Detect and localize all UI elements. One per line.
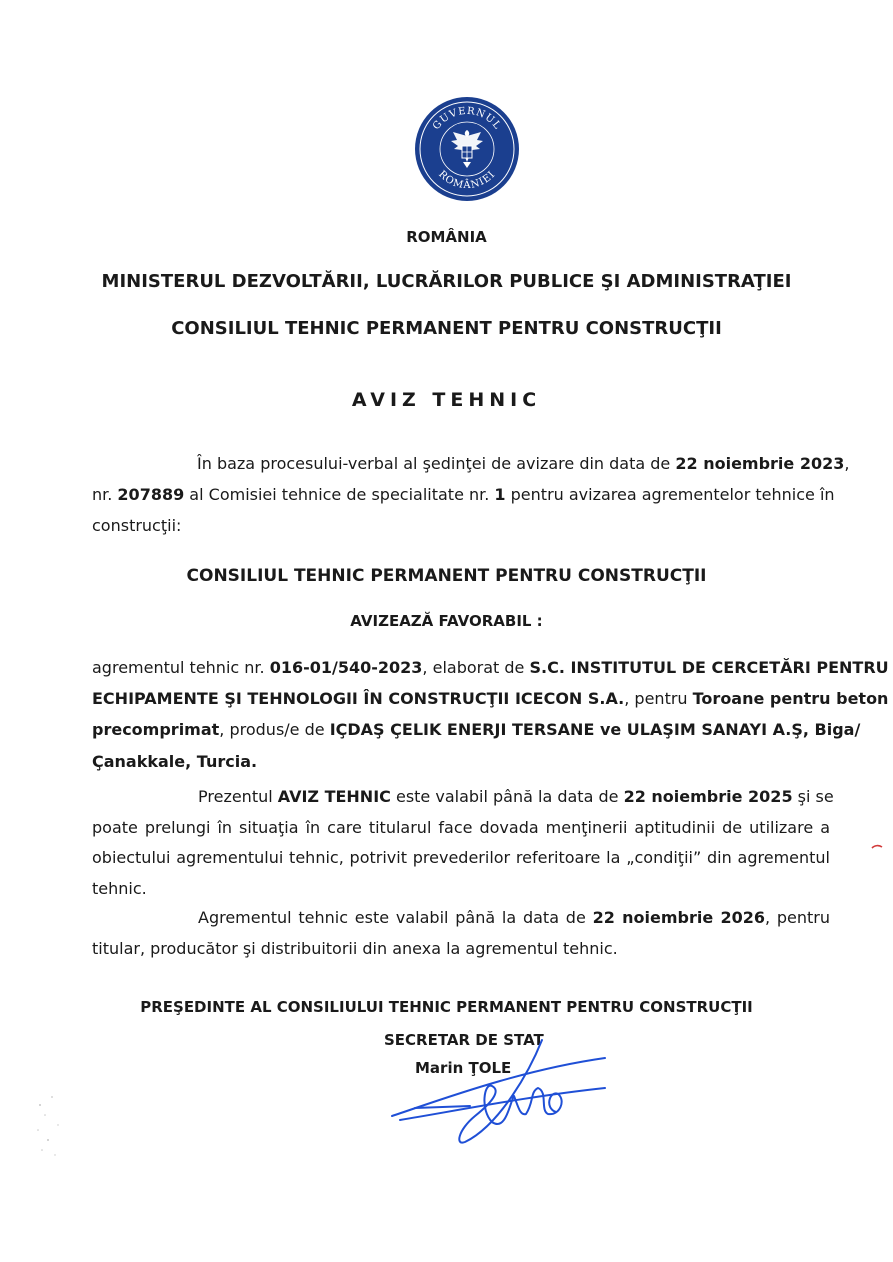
red-ink-mark [870,843,884,851]
intro-line-3: construcţii: [92,516,182,535]
body-p2-line-4: tehnic. [92,879,147,898]
body-p1-line-2: ECHIPAMENTE ŞI TEHNOLOGII ÎN CONSTRUCŢII ICECON S.A., pentru Toroane pentru beton [92,689,889,708]
ministry-heading: MINISTERUL DEZVOLTĂRII, LUCRĂRILOR PUBLICE ŞI ADMINISTRAŢIEI [101,271,792,292]
body-p1-line-3: precomprimat, produs/e de IÇDAŞ ÇELIK ENERJI TERSANE ve ULAŞIM SANAYI A.Ş, Biga/ [92,720,861,739]
body-p3-line-2: titular, producător şi distribuitorii din anexa la agrementul tehnic. [92,939,618,958]
minutes-number: 207889 [117,485,185,504]
meeting-date: 22 noiembrie 2023 [675,454,845,473]
commission-number: 1 [494,485,506,504]
government-seal [414,96,520,202]
body-p2-line-2: poate prelungi în situaţia în care titularul face dovada menţinerii aptitudinii de utilizare a [92,818,830,837]
body-p1-line-1: agrementul tehnic nr. 016-01/540-2023, elaborat de S.C. INSTITUTUL DE CERCETĂRI PENTRU [92,658,889,677]
signatory-name: Marin ŢOLE [415,1059,512,1077]
approval-heading: AVIZEAZĂ FAVORABIL : [350,612,543,630]
scan-speckle [30,1085,90,1165]
body-p3-line-1: Agrementul tehnic este valabil până la data de 22 noiembrie 2026, pentru [198,908,830,927]
seal-text-top: GUVERNUL [431,105,503,133]
country-heading: ROMÂNIA [406,228,487,246]
seal-text-bottom: ROMÂNIEI [436,168,498,192]
handwritten-signature [380,1030,620,1148]
body-p2-line-3: obiectului agrementului tehnic, potrivit prevederilor referitoare la „condiţii” din agrementul [92,848,830,867]
body-p2-line-1: Prezentul AVIZ TEHNIC este valabil până la data de 22 noiembrie 2025 şi se [198,787,834,806]
intro-line-1: În baza procesului-verbal al şedinţei de avizare din data de 22 noiembrie 2023, [197,454,850,473]
document-title: AVIZ TEHNIC [351,389,542,411]
secretary-role: SECRETAR DE STAT [384,1031,544,1049]
council-heading-2: CONSILIUL TEHNIC PERMANENT PENTRU CONSTRUCŢII [186,566,707,586]
intro-line-2: nr. 207889 al Comisiei tehnice de specialitate nr. 1 pentru avizarea agrementelor tehnice în [92,485,835,504]
council-heading: CONSILIUL TEHNIC PERMANENT PENTRU CONSTRUCŢII [171,318,722,339]
body-p1-line-4: Çanakkale, Turcia. [92,752,258,771]
president-title: PREŞEDINTE AL CONSILIULUI TEHNIC PERMANENT PENTRU CONSTRUCŢII [140,998,753,1016]
